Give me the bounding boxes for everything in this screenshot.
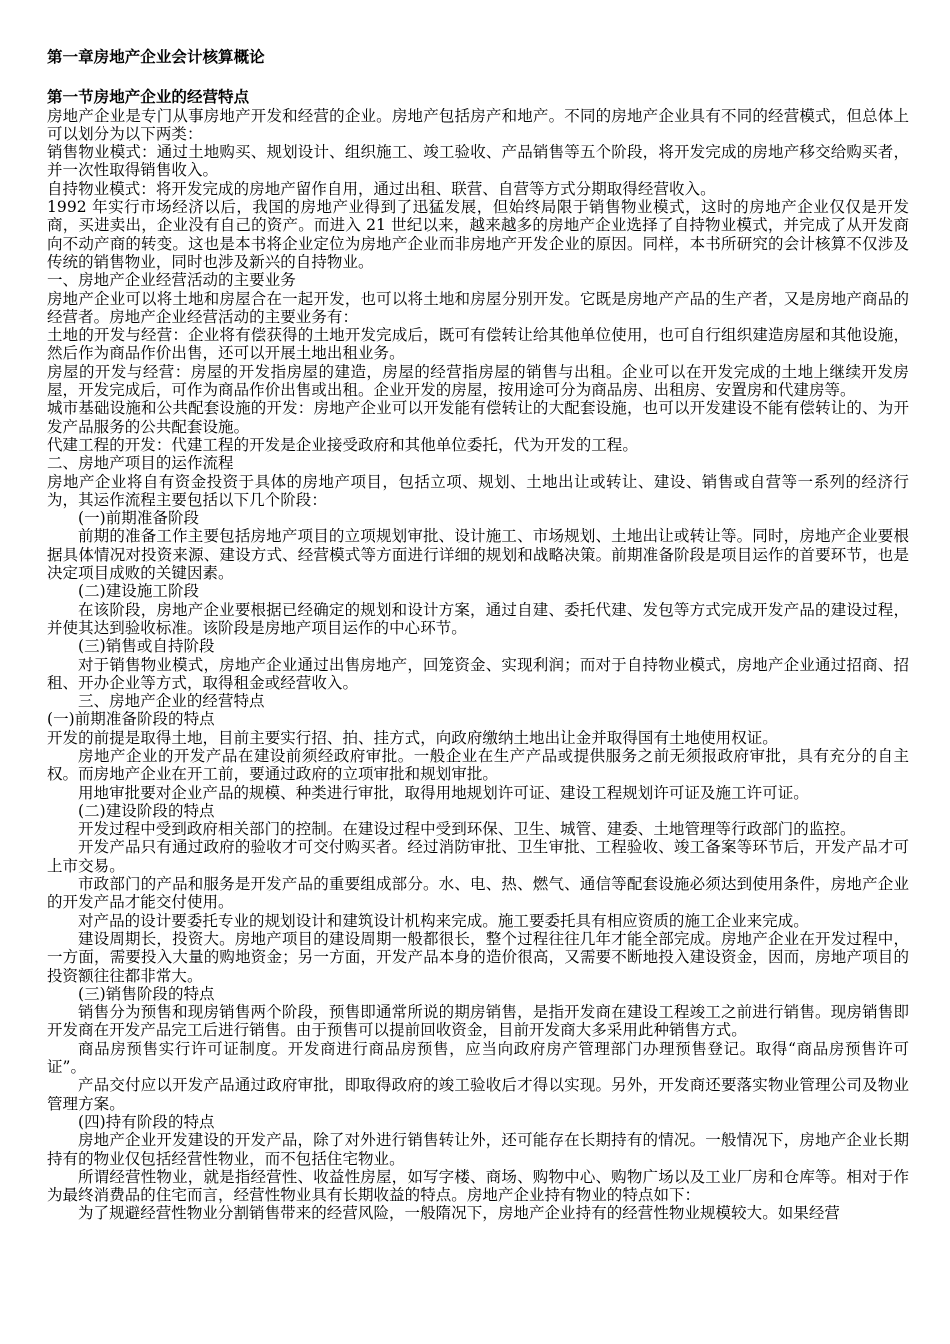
paragraph: 对产品的设计要委托专业的规划设计和建筑设计机构来完成。施工要委托具有相应资质的施工企业来完成。 xyxy=(78,911,809,930)
paragraph: 前期的准备工作主要包括房地产项目的立项规划审批、设计施工、市场规划、土地出让或转让等。同时，房地产企业要根据具体情况对投资来源、建设方式、经营模式等方面进行详细的规划和战略决策。前期准备阶段是项目运作的首要环节，也是决定项目成败的关键因素。 xyxy=(47,527,909,583)
paragraph: 三、房地产企业的经营特点 xyxy=(78,692,265,711)
paragraph: 土地的开发与经营：企业将有偿获得的土地开发完成后，既可有偿转让给其他单位使用，也可自行组织建造房屋和其他设施，然后作为商品作价出售，还可以开展土地出租业务。 xyxy=(47,326,909,363)
paragraph: (二)建设施工阶段 xyxy=(78,582,200,601)
paragraph: 房地产企业是专门从事房地产开发和经营的企业。房地产包括房产和地产。不同的房地产企业具有不同的经营模式，但总体上可以划分为以下两类： xyxy=(47,106,909,143)
paragraph: 房地产企业的开发产品在建设前须经政府审批。一般企业在生产产品或提供服务之前无须报政府审批，具有充分的自主权。而房地产企业在开工前，要通过政府的立项审批和规划审批。 xyxy=(47,746,909,784)
paragraph: 自持物业模式：将开发完成的房地产留作自用，通过出租、联营、自营等方式分期取得经营收入。 xyxy=(47,179,716,198)
paragraph: 市政部门的产品和服务是开发产品的重要组成部分。水、电、热、燃气、通信等配套设施必须达到使用条件，房地产企业的开发产品才能交付使用。 xyxy=(47,875,909,912)
paragraph: 一、房地产企业经营活动的主要业务 xyxy=(47,271,296,290)
paragraph: 销售物业模式：通过土地购买、规划设计、组织施工、竣工验收、产品销售等五个阶段，将开发完成的房地产移交给购买者，并一次性取得销售收入。 xyxy=(47,143,909,180)
paragraph: (二)建设阶段的特点 xyxy=(78,801,215,820)
paragraph: (三)销售阶段的特点 xyxy=(78,984,215,1003)
document-body xyxy=(47,107,909,1223)
paragraph: 开发的前提是取得土地，目前主要实行招、拍、挂方式，向政府缴纳土地出让金并取得国有土地使用权证。 xyxy=(47,728,778,747)
paragraph: 为了规避经营性物业分割销售带来的经营风险，一般隋况下，房地产企业持有的经营性物业规模较大。如果经营 xyxy=(78,1204,840,1223)
paragraph: 房地产企业将自有资金投资于具体的房地产项目，包括立项、规划、土地出让或转让、建设、销售或自营等一系列的经济行为，其运作流程主要包括以下几个阶段： xyxy=(47,472,909,509)
paragraph: 商品房预售实行许可证制度。开发商进行商品房预售，应当向政府房产管理部门办理预售登记。取得“商品房预售许可证”。 xyxy=(47,1039,909,1077)
paragraph: 在该阶段，房地产企业要根据已经确定的规划和设计方案，通过自建、委托代建、发包等方式完成开发产品的建设过程，并使其达到验收标准。该阶段是房地产项目运作的中心环节。 xyxy=(47,600,909,637)
paragraph: 开发过程中受到政府相关部门的控制。在建设过程中受到环保、卫生、城管、建委、土地管理等行政部门的监控。 xyxy=(78,820,856,839)
document-page xyxy=(47,48,909,1223)
paragraph: 所谓经营性物业，就是指经营性、收益性房屋，如写字楼、商场、购物中心、购物广场以及工业厂房和仓库等。相对于作为最终消费品的住宅而言，经营性物业具有长期收益的特点。房地产企业持有物业的特点如下： xyxy=(47,1167,909,1205)
paragraph: 城市基础设施和公共配套设施的开发：房地产企业可以开发能有偿转让的大配套设施，也可以开发建设不能有偿转让的、为开发产品服务的公共配套设施。 xyxy=(47,399,909,436)
paragraph: 产品交付应以开发产品通过政府审批，即取得政府的竣工验收后才得以实现。另外，开发商还要落实物业管理公司及物业管理方案。 xyxy=(47,1076,909,1113)
paragraph: (四)持有阶段的特点 xyxy=(78,1112,215,1131)
paragraph: 房屋的开发与经营：房屋的开发指房屋的建造，房屋的经营指房屋的销售与出租。企业可以在开发完成的土地上继续开发房屋，开发完成后，可作为商品作价出售或出租。企业开发的房屋，按用途可分为商品房、出租房、安置房和代建房等。 xyxy=(47,362,909,400)
paragraph: 房地产企业开发建设的开发产品，除了对外进行销售转让外，还可能存在长期持有的情况。一般情况下，房地产企业长期持有的物业仅包括经营性物业，而不包括住宅物业。 xyxy=(47,1131,909,1168)
paragraph: 销售分为预售和现房销售两个阶段，预售即通常所说的期房销售，是指开发商在建设工程竣工之前进行销售。现房销售即开发商在开发产品完工后进行销售。由于预售可以提前回收资金，目前开发商大多采用此种销售方式。 xyxy=(47,1003,909,1040)
paragraph: 开发产品只有通过政府的验收才可交付购买者。经过消防审批、卫生审批、工程验收、竣工备案等环节后，开发产品才可上市交易。 xyxy=(47,838,909,875)
paragraph: 对于销售物业模式，房地产企业通过出售房地产，回笼资金、实现利润；而对于自持物业模式，房地产企业通过招商、招租、开办企业等方式，取得租金或经营收入。 xyxy=(47,655,909,692)
paragraph: (一)前期准备阶段 xyxy=(78,509,200,528)
chapter-title: 第一章房地产企业会计核算概论 xyxy=(47,47,265,66)
paragraph: (一)前期准备阶段的特点 xyxy=(47,710,215,729)
paragraph: (三)销售或自持阶段 xyxy=(78,637,215,656)
paragraph: 用地审批要对企业产品的规模、种类进行审批，取得用地规划许可证、建设工程规划许可证及施工许可证。 xyxy=(78,783,809,802)
paragraph: 建设周期长，投资大。房地产项目的建设周期一般都很长，整个过程往往几年才能全部完成。房地产企业在开发过程中，一方面，需要投入大量的购地资金；另一方面，开发产品本身的造价很高，又需要不断地投入建设资金，因而，房地产项目的投资额往往都非常大。 xyxy=(47,929,909,985)
paragraph: 1992 年实行市场经济以后，我国的房地产业得到了迅猛发展，但始终局限于销售物业模式，这时的房地产企业仅仅是开发商，买进卖出，企业没有自己的资产。而进入 21 世纪以来，越来越多的房地产企业选择了自持物业模式，并完成了从开发商向不动产商的转变。这也是本书将企业定位为房地产企业而非房地产开发企业的原因。同样，本书所研究的会计核算不仅涉及传统的销售物业，同时也涉及新兴的自持物业。 xyxy=(47,198,909,271)
paragraph: 代建工程的开发：代建工程的开发是企业接受政府和其他单位委托，代为开发的工程。 xyxy=(47,435,638,454)
paragraph: 二、房地产项目的运作流程 xyxy=(47,454,234,473)
paragraph: 房地产企业可以将土地和房屋合在一起开发，也可以将土地和房屋分别开发。它既是房地产产品的生产者，又是房地产商品的经营者。房地产企业经营活动的主要业务有： xyxy=(47,289,909,326)
section-title: 第一节房地产企业的经营特点 xyxy=(47,87,250,107)
